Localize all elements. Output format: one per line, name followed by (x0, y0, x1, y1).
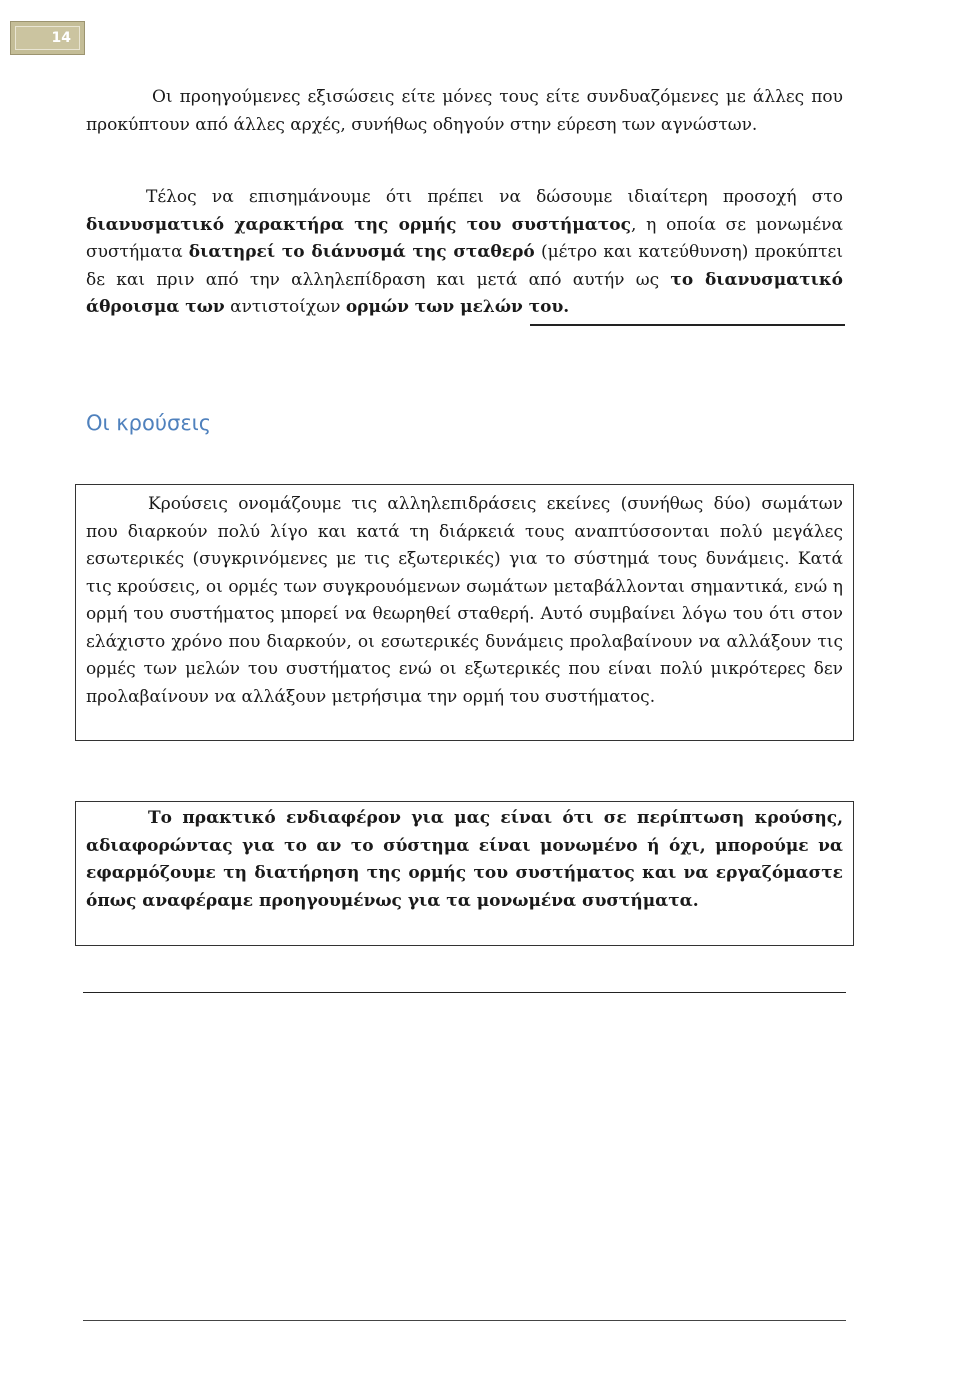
footer-rule (83, 1320, 846, 1321)
momentum-text-1: Τέλος να επισημάνουμε ότι πρέπει να δώσουμε ιδιαίτερη προσοχή στο (146, 187, 843, 207)
momentum-text-3: (μέτρο και κατεύθυνση) προκύπτει δε και πριν από την αλληλεπίδραση και μετά από αυτήν ως (86, 242, 843, 290)
page-number: 14 (15, 26, 80, 50)
momentum-bold-4: ορμών των μελών του. (345, 297, 570, 317)
section-heading: Οι κρούσεις (86, 411, 212, 435)
section-divider (530, 324, 845, 326)
momentum-bold-1: διανυσματικό χαρακτήρα της ορμής του συστήματος (86, 214, 631, 235)
practical-note-box (75, 801, 854, 946)
horizontal-rule (83, 992, 846, 993)
momentum-bold-3: το διανυσματικό άθροισμα των (86, 269, 843, 317)
momentum-text-2: , η οποία σε μονωμένα συστήματα (86, 214, 843, 262)
intro-paragraph: Οι προηγούμενες εξισώσεις είτε μόνες τους είτε συνδυαζόμενες με άλλες που προκύπτουν από άλλες αρχές, συνήθως οδηγούν στην εύρεση των αγνώστων. (86, 87, 843, 135)
momentum-bold-2: διατηρεί το διάνυσμά της σταθερό (188, 242, 535, 262)
collisions-definition-box (75, 484, 854, 741)
practical-paragraph: Το πρακτικό ενδιαφέρον για μας είναι ότι σε περίπτωση κρούσης, αδιαφορώντας για το αν το σύστημα είναι μονωμένο ή όχι, μπορούμε να εφαρμόζουμε τη διατήρηση της ορμής του συστήματος και να εργαζόμαστε όπως αναφέραμε προηγουμένως για τα μονωμένα συστήματα. (86, 808, 843, 911)
page-number-badge (10, 21, 85, 55)
momentum-text-4: αντιστοίχων (224, 297, 346, 317)
momentum-paragraph (86, 184, 843, 322)
collisions-paragraph: Κρούσεις ονομάζουμε τις αλληλεπιδράσεις εκείνες (συνήθως δύο) σωμάτων που διαρκούν πολύ λίγο και κατά τη διάρκειά τους αναπτύσσονται πολύ μεγάλες εσωτερικές (συγκρινόμενες με τις εξωτερικές) για το σύστημά τους δυνάμεις. Κατά τις κρούσεις, οι ορμές των συγκρουόμενων σωμάτων μεταβάλλονται σημαντικά, ενώ η ορμή του συστήματος μπορεί να θεωρηθεί σταθερή. Αυτό συμβαίνει λόγω του ότι στον ελάχιστο χρόνο που διαρκούν, οι εσωτερικές δυνάμεις προλαβαίνουν να αλλάξουν τις ορμές των μελών του συστήματος ενώ οι εξωτερικές που είναι πολύ μικρότερες δεν προλαβαίνουν να αλλάξουν μετρήσιμα την ορμή του συστήματος. (86, 494, 843, 707)
